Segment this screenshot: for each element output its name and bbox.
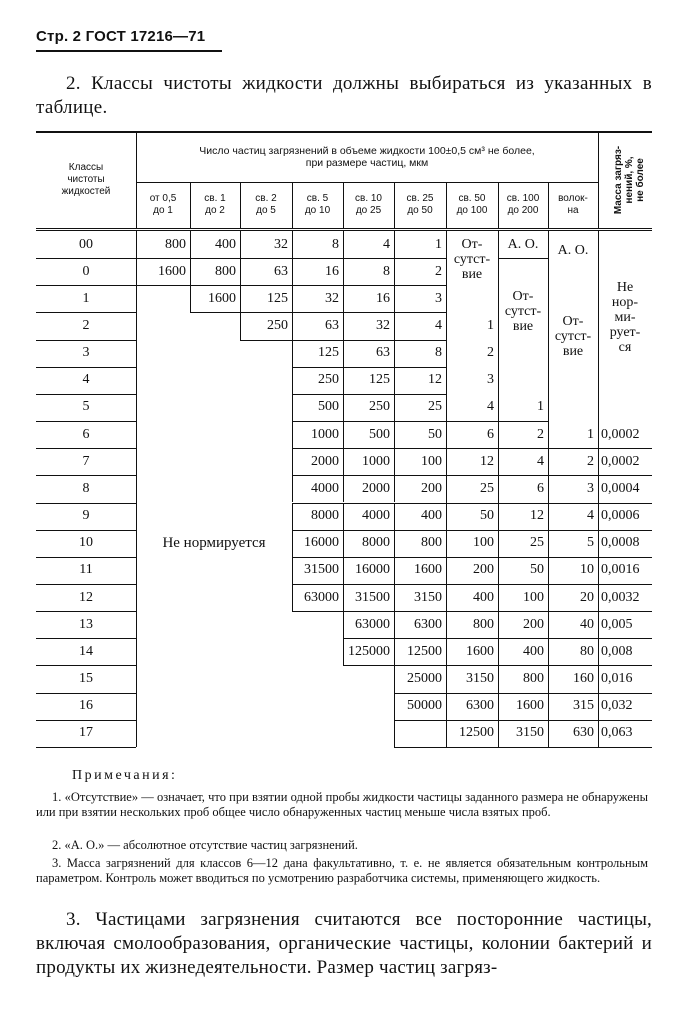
ao-label-1: А. О.: [507, 236, 539, 252]
cell-r15-c8: 80: [580, 643, 594, 659]
class-label-0: 0: [82, 263, 90, 279]
size-header-8: волок- на: [558, 193, 588, 216]
note-1: 1. «Отсутствие» — означает, что при взятии одной пробы жидкости частицы заданного размера не обнаружены или при взятии нескольких проб общее число обнаруженных частиц меньше числа взятых проб.: [36, 790, 648, 819]
cell-r17-c8: 315: [573, 698, 594, 714]
cell-r0-c5: 1: [435, 236, 442, 252]
cell-r2-c4: 16: [376, 290, 390, 306]
cell-r11-c4: 8000: [362, 535, 390, 551]
row-rule: [394, 693, 446, 694]
row-rule: [548, 448, 652, 449]
cell-r9-c7: 6: [537, 480, 544, 496]
class-label-17: 17: [79, 725, 93, 741]
cell-r18-c7: 3150: [516, 725, 544, 741]
cell-r1-c2: 63: [274, 263, 288, 279]
cell-r4-c6: 2: [487, 345, 494, 361]
row-rule: [343, 665, 446, 666]
cell-r12-c7: 50: [530, 562, 544, 578]
cell-r2-c3: 32: [325, 290, 339, 306]
cell-r2-c1: 1600: [208, 290, 236, 306]
row-rule: [394, 747, 446, 748]
cell-r0-c4: 4: [383, 236, 390, 252]
cell-r11-c5: 800: [421, 535, 442, 551]
row-rule: [498, 611, 548, 612]
cell-r15-c6: 1600: [466, 643, 494, 659]
row-rule: [292, 611, 446, 612]
cell-r9-c9: 0,0004: [601, 480, 640, 496]
cell-r8-c6: 12: [480, 453, 494, 469]
intro-paragraph: 2. Классы чистоты жидкости должны выбираться из указанных в таблице.: [36, 73, 652, 118]
cell-r3-c6: 1: [487, 318, 494, 333]
cell-r12-c3: 31500: [304, 562, 339, 578]
row-rule: [498, 448, 548, 449]
cell-r6-c5: 25: [428, 399, 442, 415]
cell-r16-c8: 160: [573, 670, 594, 686]
row-rule: [548, 720, 652, 721]
row-rule: [343, 638, 446, 639]
row-rule: [498, 503, 548, 504]
cell-r7-c8: 1: [587, 426, 594, 442]
cell-r0-c0: 800: [165, 236, 186, 252]
class-label-7: 7: [82, 453, 90, 469]
cell-r0-c2: 32: [274, 236, 288, 252]
row-rule: [292, 557, 446, 558]
size-header-3: св. 5 до 10: [304, 193, 331, 216]
cell-r14-c9: 0,005: [601, 616, 633, 632]
cell-r17-c5: 50000: [407, 698, 442, 714]
cell-r11-c6: 100: [473, 535, 494, 551]
cell-r15-c5: 12500: [407, 643, 442, 659]
row-rule: [292, 584, 446, 585]
table-rule: [394, 720, 395, 747]
cell-r16-c9: 0,016: [601, 670, 633, 686]
cell-r1-c4: 8: [383, 263, 390, 279]
row-rule: [446, 448, 498, 449]
cell-r10-c8: 4: [587, 508, 594, 524]
cell-r1-c1: 800: [215, 263, 236, 279]
row-rule: [446, 503, 498, 504]
not-normed-label: Не нормируется: [162, 534, 266, 551]
row-rule: [446, 638, 498, 639]
cell-r13-c9: 0,0032: [601, 589, 640, 605]
cell-r13-c4: 31500: [355, 589, 390, 605]
cell-r6-c4: 250: [369, 399, 390, 415]
class-header: Классы чистоты жидкостей: [61, 162, 111, 197]
class-label-4: 4: [82, 372, 90, 388]
note-3: 3. Масса загрязнений для классов 6—12 дана факультативно, т. е. не является обязательным контрольным параметром. Контроль может вводиться по усмотрению разработчика системы, применяющего жидкость.: [36, 856, 648, 885]
cell-r4-c4: 63: [376, 345, 390, 361]
absent-block-2: От- сутст- вие: [504, 289, 542, 335]
row-rule: [446, 475, 498, 476]
cell-r11-c3: 16000: [304, 535, 339, 551]
cell-r10-c3: 8000: [311, 508, 339, 524]
row-rule: [498, 693, 548, 694]
cell-r1-c5: 2: [435, 263, 442, 279]
row-rule: [36, 747, 136, 748]
note-2: 2. «А. О.» — абсолютное отсутствие частиц загрязнений.: [52, 838, 358, 852]
cell-r14-c8: 40: [580, 616, 594, 632]
cell-r7-c5: 50: [428, 426, 442, 442]
row-rule: [136, 258, 446, 259]
cell-r18-c6: 12500: [459, 725, 494, 741]
cell-r16-c7: 800: [523, 670, 544, 686]
size-header-4: св. 10 до 25: [355, 193, 382, 216]
cell-r3-c4: 32: [376, 318, 390, 333]
cell-r5-c4: 125: [369, 372, 390, 388]
cell-r7-c7: 2: [537, 426, 544, 442]
row-rule: [548, 557, 652, 558]
paragraph-3: 3. Частицами загрязнения считаются все посторонние частицы, включая смолообразования, органические частицы, колонии бактерий и продукты их жизнедеятельности. Размер частиц загряз-: [36, 909, 652, 978]
row-rule: [446, 421, 498, 422]
row-rule: [498, 720, 548, 721]
row-rule: [240, 340, 446, 341]
cell-r17-c7: 1600: [516, 698, 544, 714]
cell-r18-c9: 0,063: [601, 725, 633, 741]
row-rule: [292, 530, 446, 531]
row-rule: [292, 421, 446, 422]
class-label-3: 3: [82, 345, 90, 361]
cell-r15-c7: 400: [523, 643, 544, 659]
cell-r12-c6: 200: [473, 562, 494, 578]
cell-r6-c7: 1: [537, 399, 544, 415]
cell-r5-c6: 3: [487, 372, 494, 388]
class-label-8: 8: [82, 480, 90, 496]
cell-r7-c3: 1000: [311, 426, 339, 442]
row-rule: [548, 475, 652, 476]
row-rule: [498, 530, 548, 531]
row-rule: [498, 638, 548, 639]
absent-block-1: От- сутст- вие: [453, 237, 491, 282]
cell-r9-c8: 3: [587, 480, 594, 496]
cell-r12-c8: 10: [580, 562, 594, 578]
class-label-14: 14: [79, 643, 93, 659]
cell-r16-c5: 25000: [407, 670, 442, 686]
cell-r3-c2: 250: [267, 318, 288, 333]
class-label-11: 11: [79, 562, 93, 578]
class-label-9: 9: [82, 508, 90, 524]
cell-r13-c8: 20: [580, 589, 594, 605]
row-rule: [292, 367, 446, 368]
cell-r8-c8: 2: [587, 453, 594, 469]
class-label-2: 2: [82, 318, 90, 333]
cell-r10-c4: 4000: [362, 508, 390, 524]
ao-label-2: А. О.: [557, 243, 589, 259]
row-rule: [292, 448, 446, 449]
cell-r2-c5: 3: [435, 290, 442, 306]
size-header-0: от 0,5 до 1: [149, 193, 177, 216]
cell-r9-c6: 25: [480, 480, 494, 496]
cell-r7-c6: 6: [487, 426, 494, 442]
cell-r9-c4: 2000: [362, 480, 390, 496]
cell-r3-c3: 63: [325, 318, 339, 333]
class-label-1: 1: [82, 290, 90, 306]
cell-r3-c5: 4: [435, 318, 442, 333]
row-rule: [548, 503, 652, 504]
class-label-00: 00: [79, 236, 93, 252]
cell-r15-c9: 0,008: [601, 643, 633, 659]
cell-r13-c5: 3150: [414, 589, 442, 605]
row-rule: [446, 530, 498, 531]
cell-r9-c5: 200: [421, 480, 442, 496]
row-rule: [446, 693, 498, 694]
size-group-header: Число частиц загрязнений в объеме жидкости 100±0,5 см³ не более, при размере частиц, мкм: [199, 145, 535, 169]
class-label-13: 13: [79, 616, 93, 632]
table-rule: [598, 132, 599, 228]
mass-header: Масса загряз- нений, %, не более: [613, 145, 646, 215]
cell-r10-c7: 12: [530, 508, 544, 524]
header-bottom-rule: [36, 228, 652, 229]
row-rule: [498, 475, 548, 476]
row-rule: [292, 503, 446, 504]
size-header-7: св. 100 до 200: [506, 193, 540, 216]
cell-r14-c7: 200: [523, 616, 544, 632]
class-label-12: 12: [79, 589, 93, 605]
cell-r14-c5: 6300: [414, 616, 442, 632]
cell-r13-c7: 100: [523, 589, 544, 605]
row-rule: [498, 584, 548, 585]
cell-r11-c7: 25: [530, 535, 544, 551]
cell-r1-c3: 16: [325, 263, 339, 279]
cell-r4-c3: 125: [318, 345, 339, 361]
cell-r8-c3: 2000: [311, 453, 339, 469]
cell-r6-c3: 500: [318, 399, 339, 415]
cell-r5-c3: 250: [318, 372, 339, 388]
notes-title: Примечания:: [72, 768, 178, 783]
row-rule: [446, 720, 498, 721]
size-header-5: св. 25 до 50: [406, 193, 434, 216]
cell-r11-c9: 0,0008: [601, 535, 640, 551]
page-header: Стр. 2 ГОСТ 17216—71: [36, 28, 206, 45]
cell-r1-c0: 1600: [158, 263, 186, 279]
cell-r14-c4: 63000: [355, 616, 390, 632]
row-rule: [548, 693, 652, 694]
row-rule: [548, 611, 652, 612]
cell-r16-c6: 3150: [466, 670, 494, 686]
cell-r12-c4: 16000: [355, 562, 390, 578]
cell-r11-c8: 5: [587, 535, 594, 551]
row-rule: [548, 665, 652, 666]
cell-r4-c5: 8: [435, 345, 442, 361]
cell-r10-c6: 50: [480, 508, 494, 524]
cell-r13-c3: 63000: [304, 589, 339, 605]
class-label-10: 10: [79, 535, 93, 551]
row-rule: [498, 557, 548, 558]
class-label-15: 15: [79, 670, 93, 686]
cell-r6-c6: 4: [487, 399, 494, 415]
row-rule: [446, 584, 498, 585]
row-rule: [498, 421, 548, 422]
row-rule: [446, 747, 498, 748]
row-rule: [190, 312, 446, 313]
cell-r10-c9: 0,0006: [601, 508, 640, 524]
cell-r8-c9: 0,0002: [601, 453, 640, 469]
row-rule: [292, 475, 446, 476]
row-rule: [292, 394, 446, 395]
absent-block-3: От- сутст- вие: [554, 314, 592, 360]
row-rule: [548, 584, 652, 585]
row-rule: [498, 258, 548, 259]
class-col-rule: [136, 231, 137, 747]
cell-r8-c7: 4: [537, 453, 544, 469]
cell-r9-c3: 4000: [311, 480, 339, 496]
row-rule: [548, 530, 652, 531]
cell-r7-c4: 500: [369, 426, 390, 442]
cell-r17-c9: 0,032: [601, 698, 633, 714]
cell-r0-c3: 8: [332, 236, 339, 252]
cell-r12-c5: 1600: [414, 562, 442, 578]
class-label-6: 6: [82, 426, 90, 442]
row-rule: [548, 747, 652, 748]
row-rule: [498, 665, 548, 666]
cell-r8-c5: 100: [421, 453, 442, 469]
cell-r7-c9: 0,0002: [601, 426, 640, 442]
row-rule: [446, 557, 498, 558]
cell-r8-c4: 1000: [362, 453, 390, 469]
row-rule: [446, 665, 498, 666]
cell-r18-c8: 630: [573, 725, 594, 741]
not-normed-mass: Не нор- ми- рует- ся: [609, 280, 641, 356]
row-rule: [394, 720, 446, 721]
cell-r5-c5: 12: [428, 372, 442, 388]
row-rule: [446, 611, 498, 612]
row-rule: [548, 638, 652, 639]
cell-r14-c6: 800: [473, 616, 494, 632]
cell-r2-c2: 125: [267, 290, 288, 306]
size-header-6: св. 50 до 100: [456, 193, 488, 216]
cell-r17-c6: 6300: [466, 698, 494, 714]
cell-r0-c1: 400: [215, 236, 236, 252]
row-rule: [498, 747, 548, 748]
class-label-5: 5: [82, 399, 90, 415]
cell-r12-c9: 0,0016: [601, 562, 640, 578]
cell-r13-c6: 400: [473, 589, 494, 605]
row-rule: [136, 285, 446, 286]
cell-r10-c5: 400: [421, 508, 442, 524]
size-header-2: св. 2 до 5: [255, 193, 277, 216]
size-header-1: св. 1 до 2: [204, 193, 226, 216]
class-label-16: 16: [79, 698, 93, 714]
cell-r15-c4: 125000: [348, 643, 390, 659]
